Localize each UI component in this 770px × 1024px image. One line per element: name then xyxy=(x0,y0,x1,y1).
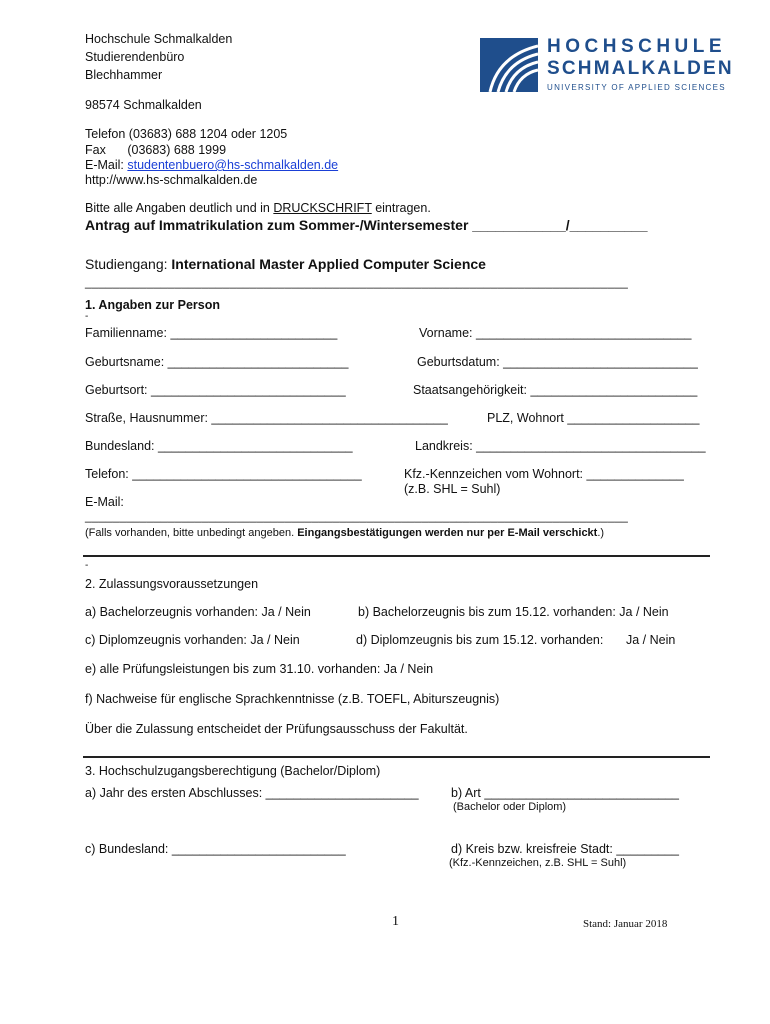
fax-label: Fax xyxy=(85,143,106,157)
hzb-b-hint: (Bachelor oder Diplom) xyxy=(453,801,567,813)
logo-line-2: SCHMALKALDEN xyxy=(547,58,734,79)
studiengang-rule: _______________________________________________________________________________ xyxy=(85,275,629,289)
intro-underlined: DRUCKSCHRIFT xyxy=(273,201,372,215)
email-label: E-Mail: xyxy=(85,158,128,172)
email-rule: _______________________________________________________________________________ xyxy=(85,509,629,523)
geburtsname-field[interactable]: Geburtsname: __________________________ xyxy=(85,355,349,369)
vorname-field[interactable]: Vorname: _______________________________ xyxy=(419,326,692,340)
contact-telefon: Telefon (03683) 688 1204 oder 1205 xyxy=(85,127,288,141)
email-note xyxy=(85,527,604,539)
section2-title: 2. Zulassungsvoraussetzungen xyxy=(85,577,259,591)
zulassung-b: b) Bachelorzeugnis bis zum 15.12. vorhanden: Ja / Nein xyxy=(358,605,669,619)
intro-before: Bitte alle Angaben deutlich und in xyxy=(85,201,274,215)
stand-date: Stand: Januar 2018 xyxy=(583,918,668,930)
hzb-d-hint: (Kfz.-Kennzeichen, z.B. SHL = Suhl) xyxy=(449,857,627,869)
email-note-normal: (Falls vorhanden, bitte unbedingt angeben. xyxy=(85,527,298,539)
hzb-c-field[interactable]: c) Bundesland: _________________________ xyxy=(85,842,346,856)
section1-dash: - xyxy=(85,311,89,322)
section3-title: 3. Hochschulzugangsberechtigung (Bachelor/Diplom) xyxy=(85,764,381,778)
address-line-3: Blechhammer xyxy=(85,68,163,82)
logo-mark xyxy=(480,38,538,92)
zulassung-a: a) Bachelorzeugnis vorhanden: Ja / Nein xyxy=(85,605,311,619)
studiengang-line xyxy=(85,256,486,272)
section-divider-1 xyxy=(83,555,710,557)
studiengang-label: Studiengang: xyxy=(85,256,172,272)
landkreis-field[interactable]: Landkreis: _________________________________ xyxy=(415,439,706,453)
zulassung-note: Über die Zulassung entscheidet der Prüfungsausschuss der Fakultät. xyxy=(85,722,468,736)
strasse-field[interactable]: Straße, Hausnummer: __________________________________ xyxy=(85,411,448,425)
hzb-a-field[interactable]: a) Jahr des ersten Abschlusses: ______________________ xyxy=(85,786,419,800)
zulassung-c: c) Diplomzeugnis vorhanden: Ja / Nein xyxy=(85,633,300,647)
address-line-1: Hochschule Schmalkalden xyxy=(85,32,233,46)
address-city: 98574 Schmalkalden xyxy=(85,98,202,112)
section2-dash: - xyxy=(85,560,89,571)
zulassung-d: d) Diplomzeugnis bis zum 15.12. vorhanden: xyxy=(356,633,604,647)
geburtsort-field[interactable]: Geburtsort: ____________________________ xyxy=(85,383,346,397)
zulassung-e: e) alle Prüfungsleistungen bis zum 31.10. vorhanden: Ja / Nein xyxy=(85,662,434,676)
form-title: Antrag auf Immatrikulation zum Sommer-/Wintersemester ____________/__________ xyxy=(85,217,648,233)
contact-web: http://www.hs-schmalkalden.de xyxy=(85,173,258,187)
page-number: 1 xyxy=(392,914,399,929)
plz-field[interactable]: PLZ, Wohnort ___________________ xyxy=(487,411,700,425)
familienname-field[interactable]: Familienname: ________________________ xyxy=(85,326,338,340)
zulassung-f: f) Nachweise für englische Sprachkenntnisse (z.B. TOEFL, Abiturszeugnis) xyxy=(85,692,500,706)
logo-line-3: UNIVERSITY OF APPLIED SCIENCES xyxy=(547,83,726,92)
kfz-field[interactable]: Kfz.-Kennzeichen vom Wohnort: ______________ xyxy=(404,467,684,481)
address-line-2: Studierendenbüro xyxy=(85,50,185,64)
email-note-bold: Eingangsbestätigungen werden nur per E-Mail verschickt xyxy=(297,527,598,539)
zulassung-d-answer: Ja / Nein xyxy=(626,633,676,647)
studiengang-value: International Master Applied Computer Science xyxy=(171,256,486,272)
contact-email xyxy=(85,158,338,172)
fax-number: (03683) 688 1999 xyxy=(127,143,227,157)
intro-text xyxy=(85,201,431,215)
hzb-b-field[interactable]: b) Art ____________________________ xyxy=(451,786,679,800)
staatsangehoerigkeit-field[interactable]: Staatsangehörigkeit: ________________________ xyxy=(413,383,698,397)
geburtsdatum-field[interactable]: Geburtsdatum: ____________________________ xyxy=(417,355,698,369)
telefon-field[interactable]: Telefon: _________________________________ xyxy=(85,467,362,481)
intro-after: eintragen. xyxy=(371,201,431,215)
logo-line-1: HOCHSCHULE xyxy=(547,36,727,57)
hzb-d-field[interactable]: d) Kreis bzw. kreisfreie Stadt: _________ xyxy=(451,842,679,856)
kfz-example: (z.B. SHL = Suhl) xyxy=(404,482,501,496)
section1-title: 1. Angaben zur Person xyxy=(85,298,220,312)
email-link[interactable]: studentenbuero@hs-schmalkalden.de xyxy=(127,158,339,172)
section-divider-2 xyxy=(83,756,710,758)
logo-swoosh-icon xyxy=(480,38,538,92)
bundesland-field[interactable]: Bundesland: ____________________________ xyxy=(85,439,353,453)
email-field[interactable]: E-Mail: xyxy=(85,495,124,509)
email-note-end: .) xyxy=(597,527,605,539)
contact-fax xyxy=(85,143,226,157)
